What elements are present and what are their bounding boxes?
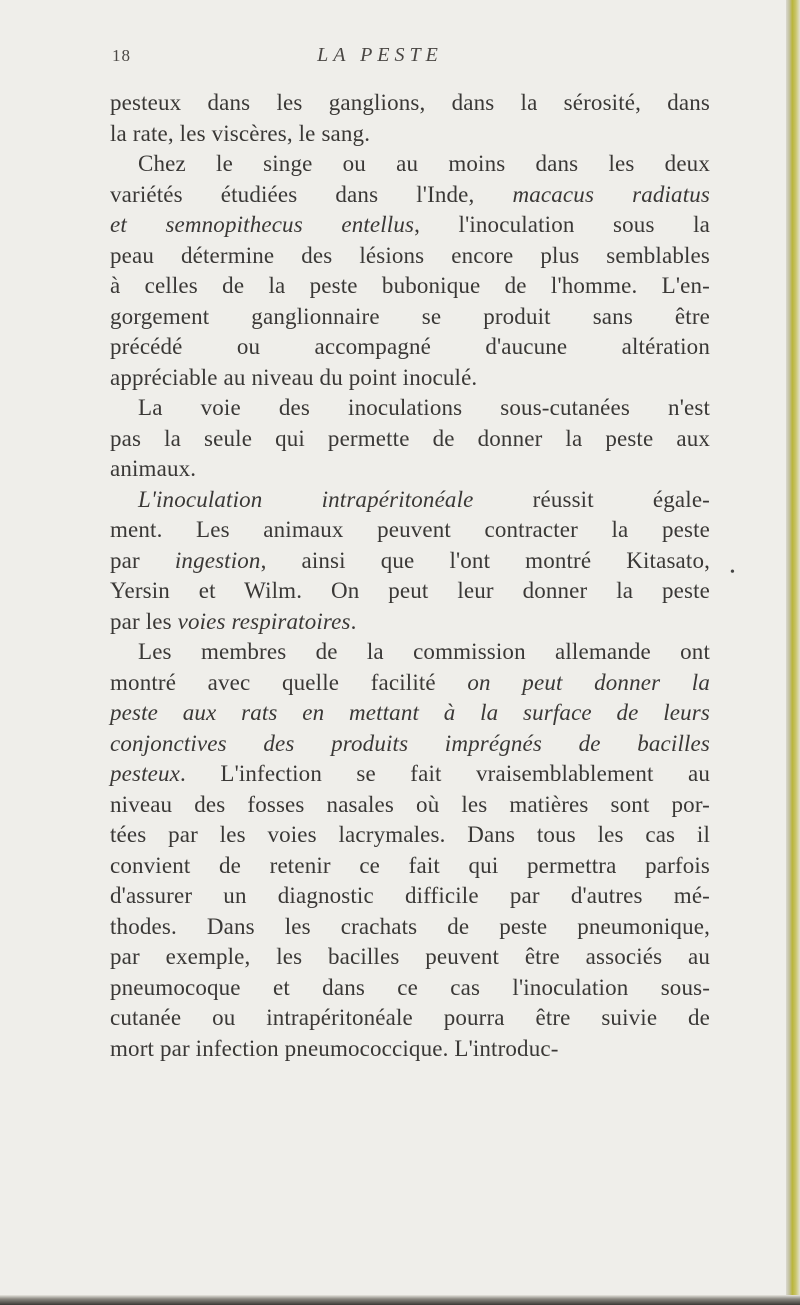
text-segment: animaux. [110, 456, 197, 481]
text-segment: thodes. Dans les crachats de peste pneumonique, [110, 913, 710, 939]
text-line [110, 1003, 710, 1034]
text-line [110, 790, 710, 821]
text-line [110, 820, 710, 851]
text-line [110, 576, 710, 607]
text-segment: Yersin et Wilm. On peut leur donner la peste [110, 578, 710, 603]
text-segment: par les [110, 608, 178, 634]
text-line [110, 119, 710, 150]
text-segment: par [110, 547, 175, 573]
text-line [110, 485, 710, 516]
text-segment: pesteux dans les ganglions, dans la sérosité, dans [110, 90, 710, 115]
page-header [0, 44, 800, 78]
text-segment: Les membres de la commission allemande ont [138, 639, 710, 664]
italic-text: L' [138, 486, 157, 512]
text-segment: niveau des fosses nasales où les matières sont por- [110, 791, 710, 817]
text-line [110, 454, 710, 485]
text-line [110, 1034, 710, 1065]
italic-text: et semnopithecus entellus [110, 212, 415, 237]
text-line [110, 607, 710, 638]
text-segment: variétés étudiées dans l'Inde, [110, 181, 513, 207]
italic-text: ingestion [174, 547, 261, 573]
italic-text: voies respiratoires [177, 608, 351, 634]
text-segment: tées par les voies lacrymales. Dans tous les cas il [110, 822, 710, 847]
italic-text: conjonctives des produits imprégnés de bacilles [110, 730, 710, 756]
text-segment: pneumocoque et dans ce cas l'inoculation sous- [110, 974, 710, 1000]
text-segment: appréciable au niveau du point inoculé. [110, 364, 478, 390]
text-segment: Chez le singe ou au moins dans les deux [138, 151, 710, 176]
text-segment: , l'inoculation sous la [414, 212, 710, 237]
text-line [110, 332, 710, 363]
text-segment: pas la seule qui permette de donner la peste aux [110, 425, 710, 451]
italic-text: macacus radiatus [512, 181, 710, 207]
text-line [110, 363, 710, 394]
text-segment: cutanée ou intrapéritonéale pourra être suivie de [110, 1005, 710, 1030]
text-line [110, 912, 710, 943]
text-segment: , ainsi que l'ont montré Kitasato, [260, 547, 711, 573]
text-line [110, 393, 710, 424]
page-number: 18 [112, 46, 131, 65]
text-line [110, 210, 710, 241]
text-segment: peau détermine des lésions encore plus semblables [110, 242, 710, 268]
text-line [110, 668, 710, 699]
text-segment: mort par infection pneumococcique. L'introduc- [110, 1035, 559, 1061]
text-segment: La voie des inoculations sous-cutanées n'est [138, 395, 710, 420]
text-line [110, 180, 710, 211]
text-segment: ment. Les animaux peuvent contracter la peste [110, 517, 710, 542]
margin-mark: • [730, 565, 735, 580]
text-segment: par exemple, les bacilles peuvent être associés au [110, 944, 710, 969]
text-segment: d'assurer un diagnostic difficile par d'autres mé- [110, 883, 710, 908]
text-segment: réussit égale- [473, 486, 710, 512]
text-segment: la rate, les viscères, le sang. [110, 120, 371, 146]
text-line [110, 729, 710, 760]
text-line [110, 515, 710, 546]
page-edge-bottom [0, 1295, 800, 1305]
text-line [110, 149, 710, 180]
italic-text: on peut donner la [467, 669, 710, 695]
italic-text: inoculation intrapéritonéale [156, 486, 474, 512]
running-title: LA PESTE [317, 44, 443, 66]
text-line [110, 271, 710, 302]
text-line [110, 851, 710, 882]
text-line [110, 302, 710, 333]
text-segment: gorgement ganglionnaire se produit sans être [110, 303, 710, 329]
italic-text: pesteux [110, 761, 181, 786]
text-line [110, 881, 710, 912]
text-line [110, 698, 710, 729]
text-line [110, 241, 710, 272]
text-segment: . [350, 608, 357, 634]
text-line [110, 637, 710, 668]
text-line [110, 759, 710, 790]
page-edge-right [786, 0, 800, 1305]
text-segment: convient de retenir ce fait qui permettra parfois [110, 852, 710, 878]
text-segment: à celles de la peste bubonique de l'homme. L'en- [110, 273, 710, 298]
body-text [110, 88, 710, 1064]
text-segment: . L'infection se fait vraisemblablement au [180, 761, 710, 786]
text-segment: précédé ou accompagné d'aucune altération [110, 334, 710, 359]
text-line [110, 942, 710, 973]
text-line [110, 973, 710, 1004]
text-line [110, 546, 710, 577]
text-segment: montré avec quelle facilité [110, 669, 468, 695]
text-line [110, 424, 710, 455]
text-line [110, 88, 710, 119]
italic-text: peste aux rats en mettant à la surface de leurs [110, 700, 710, 725]
